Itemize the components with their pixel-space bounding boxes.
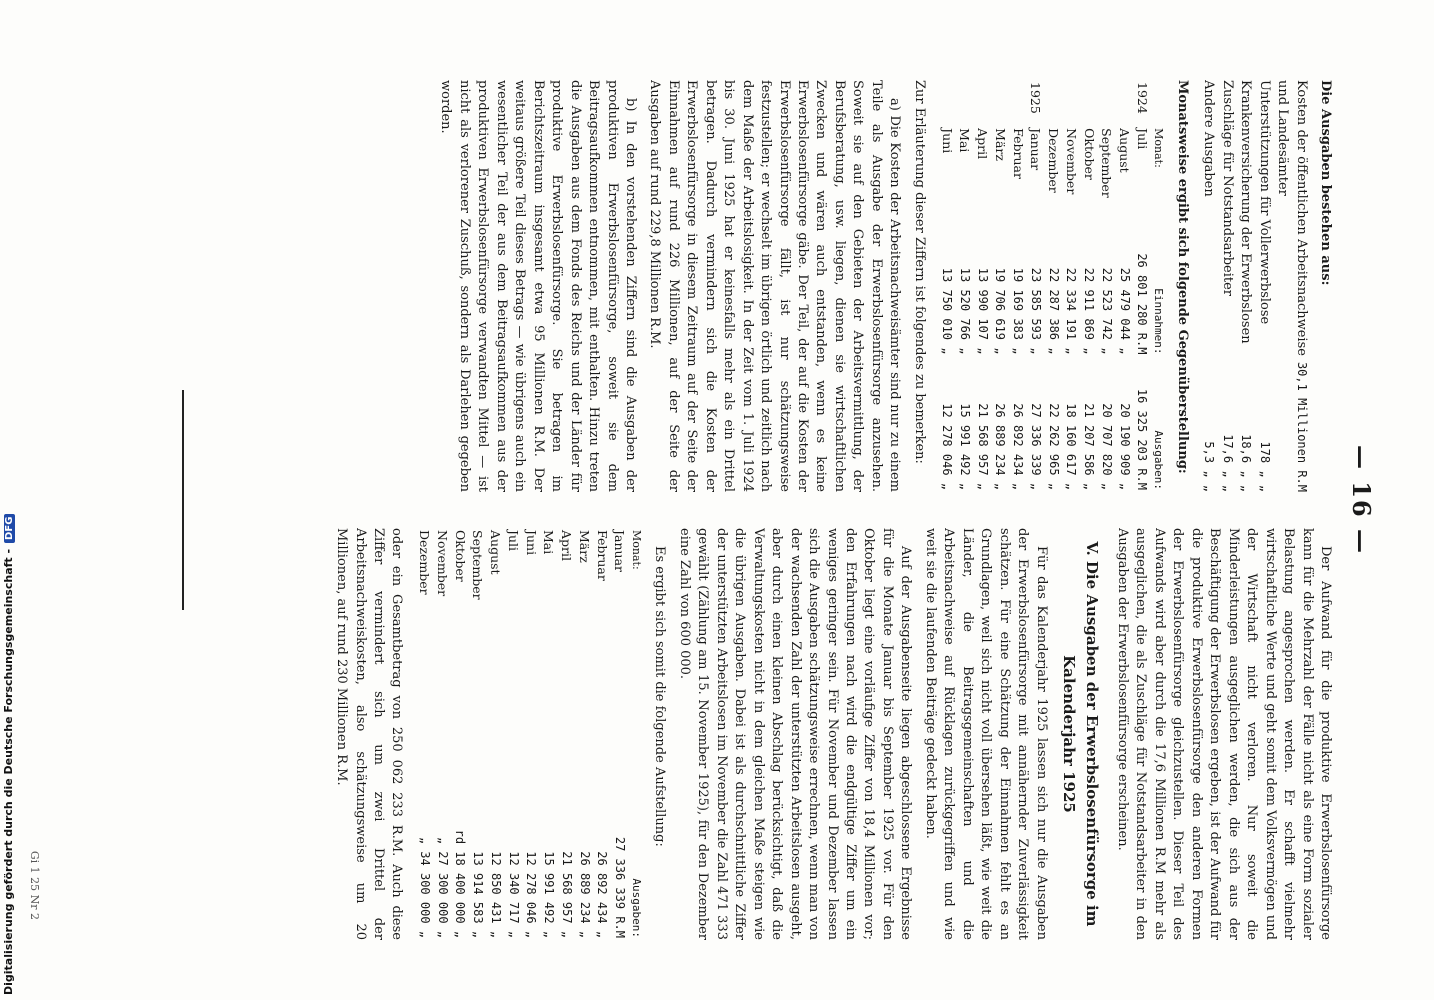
- expenses-intro: Die Ausgaben bestehen aus:: [1318, 80, 1333, 286]
- paragraph-expenses: Auf der Ausgabenseite liegen abgeschlossene Ergebnisse für die Monate Januar bis September 1925 vor. Für den Oktober liegt eine vorläufige Ziffer von 18,4 Millionen vor; den Erfahrungen nach wird die endgültige Ziffer um ein weniges geringer sein. Für November und Dezember lassen sich die Ausgaben schätzungsweise errechnen, wenn man von der wachsenden Zahl der unterstützten Arbeitslosen ausgeht, aber durch einen kleinen Abschlag berücksichtigt, daß die Verwaltungskosten nicht in dem gleichen Maße steigen wie die übrigen Ausgaben. Dabei ist als durchschnittliche Ziffer der unterstützten Arbeitslosen im November die Zahl 471 333 gewählt (Zählung am 15. November 1925), für den Dezember eine Zahl von 600 000.: [676, 528, 914, 940]
- remark-intro: Zur Erläuterung dieser Ziffern ist folgendes zu bemerken:: [911, 80, 927, 464]
- table-row: August 12 850 431 „: [488, 530, 504, 938]
- table-row: Oktober 22 911 869 „ 21 207 586 „: [1081, 128, 1097, 490]
- table-row: 1925 Januar 23 585 593 „ 27 336 339 „: [1028, 82, 1044, 490]
- remark-a: a) Die Kosten der Arbeitsnachweisämter sind nur zu einem Teile als Ausgabe der Erwerbslosenfürsorge anzusehen. Soweit sie auf den Gebieten der Arbeitsvermittlung, der Berufsberatung, usw. liegen, dienen sie wirtschaftlichen Zwecken und wären auch entstanden, wenn es keine Erwerbslosenfürsorge gäbe. Der Teil, der auf die Kosten der Erwerbslosenfürsorge fällt, ist nur schätzungsweise festzustellen; er wechselt im übrigen örtlich und zeitlich nach dem Maße der Arbeitslosigkeit. In der Zeit vom 1. Juli 1924 bis 30. Juni 1925 hat er keinesfalls mehr als ein Drittel betragen. Dadurch vermindern sich die Kosten der Erwerbslosenfürsorge in diesem Zeitraum auf der Seite der Einnahmen auf rund 226 Millionen, auf der Seite der Ausgaben auf rund 229,8 Millionen R.M.: [647, 80, 903, 492]
- list-item: Krankenversicherung der Erwerbslosen 18,6 „ „: [1238, 80, 1254, 492]
- table-row: Oktober rd 18 400 000 „: [452, 530, 468, 938]
- expenses-list: [1199, 80, 1310, 492]
- table-row: Februar 26 892 434 „: [594, 530, 610, 938]
- monthly-expenses-table: [415, 528, 644, 940]
- digitization-sidebar: [0, 0, 22, 1000]
- list-item: Andere Ausgaben 5,3 „ „: [1201, 80, 1217, 492]
- paragraph-productive: Der Aufwand für die produktive Erwerbslosenfürsorge kann für die Mehrzahl der Fälle nicht als eine Form sozialer Belastung angesprochen werden. Er schafft vielmehr wirtschaftliche Werte und geht somit dem Volksvermögen und der Wirtschaft nicht verloren. Nur soweit die Minderleistungen ausgeglichen werden, die sich aus der Beschäftigung der Erwerbslosen ergeben, ist der Aufwand für die produktive Erwerbslosenfürsorge den anderen Formen der Erwerbslosenfürsorge gleichzustellen. Dieser Teil des Aufwands wird aber durch die 17,6 Millionen R.M mehr als ausgeglichen, die als Zuschläge für Notstandsarbeiter in den Ausgaben der Erwerbslosenfürsorge erscheinen.: [1115, 528, 1333, 940]
- page-number: — 16 —: [1347, 444, 1376, 556]
- divider-rule: [182, 390, 184, 610]
- footer-mark: Gi 1 25 Nr 2: [28, 850, 41, 920]
- remark-b: b) In den vorstehenden Ziffern sind die Ausgaben der produktiven Erwerbslosenfürsorge, soweit sie dem Beitragsaufkommen entnommen, mit enthalten. Hinzu treten die Ausgaben aus dem Fonds des Reichs und der Länder für produktive Erwerbslosenfürsorge. Sie betragen im Berichtszeitraum insgesamt etwa 95 Millionen R.M. Der weitaus größere Teil dieses Betrags — wie übrigens auch ein wesentlicher Teil der aus dem Beitragsaufkommen aus der produktiven Erwerbslosenfürsorge verwandten Mittel — ist nicht als verlorener Zuschuß, sondern als Darlehen gegeben worden.: [438, 80, 638, 492]
- table-row: November 22 334 191 „ 18 160 617 „: [1063, 128, 1079, 490]
- dfg-logo-icon: DFG: [4, 514, 15, 543]
- table-row: Juli 12 340 717 „: [505, 530, 521, 938]
- table-row: April 21 568 957 „: [559, 530, 575, 938]
- comparison-intro: Monatsweise ergibt sich folgende Gegenüberstellung:: [1174, 80, 1190, 474]
- comparison-table: [938, 80, 1167, 492]
- section-heading: V. Die Ausgaben der Erwerbslosenfürsorge im Kalenderjahr 1925: [1060, 541, 1101, 927]
- table-row: Mai 13 520 766 „ 15 991 492 „: [957, 128, 973, 490]
- list-intro: Es ergibt sich somit die folgende Aufstellung:: [652, 546, 668, 847]
- table-row: August 25 479 044 „ 20 190 909 „: [1117, 128, 1133, 490]
- table-row: Juni 13 750 010 „ 12 278 046 „: [939, 128, 955, 490]
- list-item: Kosten der öffentlichen Arbeitsnachweise und Landesämter 30,1 Millionen R.M: [1275, 80, 1309, 492]
- table-row: Februar 19 169 383 „ 26 892 434 „: [1010, 128, 1026, 490]
- paragraph-calendar: Für das Kalenderjahr 1925 lassen sich nur die Ausgaben der Erwerbslosenfürsorge mit annähernder Zuverlässigkeit schätzen. Für eine Schätzung der Einnahmen fehlt es an Grundlagen, weil sich nicht voll übersehen läßt, wie weit die Länder, die Beitragsgemeinschaften und die Arbeitsnachweise auf Rücklagen zurückgegriffen und wie weit sie die laufenden Beiträge gedeckt haben.: [922, 528, 1049, 940]
- table-row: 1924 Juli 26 801 280 R.M 16 325 203 R.M: [1134, 82, 1150, 490]
- list-item: Unterstützungen für Vollerwerbslose 178 „ „: [1256, 80, 1272, 492]
- text-columns: [174, 80, 1334, 940]
- sidebar-credit: Digitalisierung gefördert durch die Deutsche Forschungsgemeinschaft -: [2, 548, 15, 995]
- table-row: September 13 914 583 „: [470, 530, 486, 938]
- table-row: Dezember 22 287 386 „ 22 262 965 „: [1046, 128, 1062, 490]
- table-header-row: Monat: Einnahmen: Ausgaben:: [1152, 128, 1166, 490]
- table-header-row: Monat: Ausgaben:: [630, 530, 644, 938]
- table-row: April 13 990 107 „ 21 568 957 „: [975, 128, 991, 490]
- table-row: März 19 706 619 „ 26 889 234 „: [992, 128, 1008, 490]
- monthly-expenses-body: [415, 528, 628, 940]
- left-column: [174, 80, 1334, 492]
- right-column: [174, 528, 1334, 940]
- list-item: Zuschläge für Notstandsarbeiter 17,6 „ „: [1219, 80, 1235, 492]
- table-row: Januar 27 336 339 R.M: [612, 530, 628, 938]
- table-row: November „ 27 300 000 „: [434, 530, 450, 938]
- closing-paragraph: oder ein Gesamtbetrag von 250 062 233 R.M. Auch diese Ziffer vermindert sich um zwei Drittel der Arbeitsnachweiskosten, also schätzungsweise um 20 Millionen, auf rund 230 Millionen R.M.: [334, 528, 405, 940]
- table-row: September 22 523 742 „ 20 707 820 „: [1099, 128, 1115, 490]
- table-row: Dezember „ 34 300 000 „: [417, 530, 433, 938]
- table-row: März 26 889 234 „: [576, 530, 592, 938]
- table-row: Mai 15 991 492 „: [541, 530, 557, 938]
- table-row: Juni 12 278 046 „: [523, 530, 539, 938]
- comparison-table-body: [938, 80, 1151, 492]
